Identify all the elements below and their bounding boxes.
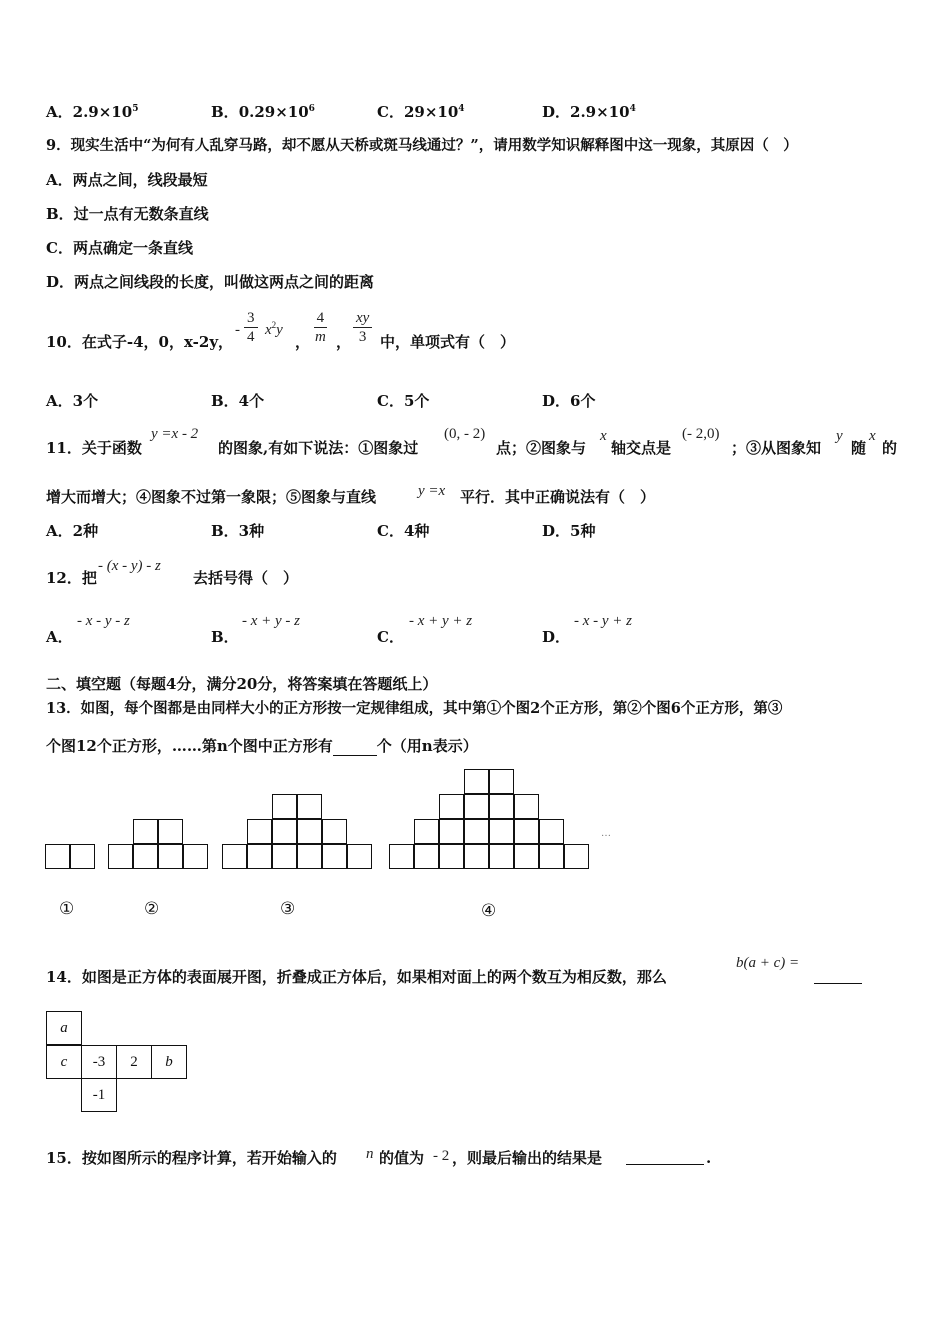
q12-option-c-expr: - x + y + z bbox=[409, 613, 473, 629]
q10-option-d: D．6个 bbox=[542, 392, 596, 410]
square bbox=[108, 844, 133, 869]
net-cell-b: b bbox=[151, 1045, 187, 1079]
q13-line-2 bbox=[46, 737, 478, 756]
square bbox=[514, 844, 539, 869]
net-cell-neg3: -3 bbox=[81, 1045, 117, 1079]
q10-expr1-frac bbox=[244, 309, 258, 346]
square bbox=[389, 844, 414, 869]
q10-expr3-frac bbox=[353, 309, 372, 346]
q11-var-y: y bbox=[836, 428, 843, 444]
q13-ellipsis: … bbox=[601, 828, 611, 839]
q8-d-value: 2.9×10 bbox=[570, 103, 630, 121]
q10-stem-post: 中，单项式有（ ） bbox=[380, 333, 516, 351]
q8-b-exp: 6 bbox=[308, 104, 315, 114]
square bbox=[489, 844, 514, 869]
q11-text-4: 轴交点是 bbox=[611, 439, 672, 457]
q10-expr1-den: 4 bbox=[247, 329, 255, 345]
q11-var-x2: x bbox=[869, 428, 876, 444]
square bbox=[464, 769, 489, 794]
q15-answer-blank bbox=[626, 1164, 704, 1165]
q11-func-2: y =x bbox=[418, 483, 446, 499]
q8-option-a bbox=[46, 103, 138, 124]
square bbox=[70, 844, 95, 869]
square bbox=[133, 819, 158, 844]
q14-answer-blank bbox=[814, 983, 862, 984]
q10-expr3-num: xy bbox=[353, 309, 372, 328]
net-cell-c: c bbox=[46, 1045, 82, 1079]
q10-expr1-x: x bbox=[265, 322, 272, 338]
square bbox=[247, 844, 272, 869]
square bbox=[133, 844, 158, 869]
square bbox=[222, 844, 247, 869]
q8-d-exp: 4 bbox=[629, 104, 636, 114]
q8-c-exp: 4 bbox=[458, 104, 465, 114]
q8-c-value: 29×10 bbox=[403, 103, 459, 121]
q10-sep2: ， bbox=[336, 333, 352, 351]
q9-option-b: B．过一点有无数条直线 bbox=[46, 205, 209, 223]
square bbox=[464, 794, 489, 819]
square bbox=[489, 769, 514, 794]
square bbox=[464, 819, 489, 844]
q13-label-2: ② bbox=[144, 899, 160, 919]
q10-expr1-exp: 2 bbox=[271, 320, 277, 330]
q15-value: - 2 bbox=[433, 1148, 450, 1164]
q10-option-a: A．3个 bbox=[46, 392, 99, 410]
q8-a-label: A． bbox=[46, 103, 73, 121]
q13-line2-a: 个图12个正方形，……第n个图中正方形有 bbox=[46, 737, 333, 755]
square bbox=[272, 819, 297, 844]
q11-text-1: 11．关于函数 bbox=[46, 439, 142, 457]
q8-b-label: B． bbox=[211, 103, 239, 121]
q9-stem: 9．现实生活中“为何有人乱穿马路，却不愿从天桥或斑马线通过？”，请用数学知识解释图中这一现象，其原因（ ） bbox=[46, 137, 798, 154]
square bbox=[297, 794, 322, 819]
square bbox=[347, 844, 372, 869]
square bbox=[158, 844, 183, 869]
q15-text-2: 的值为 bbox=[379, 1149, 425, 1167]
q11-option-c: C．4种 bbox=[377, 522, 430, 540]
square bbox=[158, 819, 183, 844]
q11-line2-a: 增大而增大；④图象不过第一象限；⑤图象与直线 bbox=[46, 488, 377, 506]
net-cell-2: 2 bbox=[116, 1045, 152, 1079]
q12-option-d-label: D． bbox=[542, 628, 571, 646]
square bbox=[514, 794, 539, 819]
q8-a-value: 2.9×10 bbox=[72, 103, 133, 121]
q8-option-b bbox=[211, 103, 315, 124]
square bbox=[183, 844, 208, 869]
q10-expr2-frac bbox=[312, 309, 329, 346]
q12-text-2: 去括号得（ ） bbox=[193, 569, 299, 587]
square bbox=[297, 819, 322, 844]
q8-a-exp: 5 bbox=[132, 104, 139, 114]
q11-text-6: 随 bbox=[851, 439, 867, 457]
q10-expr2-den: m bbox=[315, 329, 326, 345]
q8-d-label: D． bbox=[542, 103, 571, 121]
q11-text-3: 点；②图象与 bbox=[496, 439, 587, 457]
q12-expr: - (x - y) - z bbox=[98, 558, 161, 574]
q15-var-n: n bbox=[366, 1146, 374, 1162]
q10-expr1-tail bbox=[265, 321, 283, 340]
square bbox=[322, 819, 347, 844]
square bbox=[272, 794, 297, 819]
q12-option-b-expr: - x + y - z bbox=[242, 613, 301, 629]
q10-expr3-den: 3 bbox=[358, 329, 367, 345]
q10-option-c: C．5个 bbox=[377, 392, 430, 410]
square bbox=[539, 819, 564, 844]
q11-option-d: D．5种 bbox=[542, 522, 596, 540]
q15-end: . bbox=[706, 1149, 712, 1167]
q11-point-2: (- 2,0) bbox=[682, 426, 720, 442]
square bbox=[439, 844, 464, 869]
q10-option-b: B．4个 bbox=[211, 392, 265, 410]
q11-text-7: 的 bbox=[882, 439, 898, 457]
q10-stem-pre: 10．在式子-4，0，x-2y， bbox=[46, 333, 234, 351]
q11-line2-b: 平行．其中正确说法有（ ） bbox=[460, 488, 656, 506]
q11-option-b: B．3种 bbox=[211, 522, 265, 540]
q9-option-c: C．两点确定一条直线 bbox=[46, 239, 193, 257]
q11-var-x: x bbox=[600, 428, 607, 444]
square bbox=[45, 844, 70, 869]
q14-expr: b(a + c) = bbox=[736, 955, 800, 971]
q15-text-1: 15．按如图所示的程序计算，若开始输入的 bbox=[46, 1149, 337, 1167]
q11-option-a: A．2种 bbox=[46, 522, 99, 540]
q8-option-c bbox=[377, 103, 465, 124]
q13-answer-blank bbox=[333, 737, 377, 756]
square bbox=[322, 844, 347, 869]
square bbox=[414, 819, 439, 844]
q9-option-d: D．两点之间线段的长度，叫做这两点之间的距离 bbox=[46, 273, 375, 291]
net-cell-a: a bbox=[46, 1011, 82, 1045]
q13-line-1: 13．如图，每个图都是由同样大小的正方形按一定规律组成，其中第①个图2个正方形，第②个图6个正方形，第③ bbox=[46, 700, 783, 717]
q10-expr2-num: 4 bbox=[314, 309, 328, 328]
square bbox=[272, 844, 297, 869]
q11-point-1: (0, - 2) bbox=[444, 426, 486, 442]
square bbox=[297, 844, 322, 869]
square bbox=[564, 844, 589, 869]
q13-label-4: ④ bbox=[481, 901, 497, 921]
q11-text-5: ；③从图象知 bbox=[731, 439, 822, 457]
q10-expr1-num: 3 bbox=[244, 309, 258, 328]
q10-expr1-sign: - bbox=[235, 322, 240, 338]
q15-text-3: ，则最后输出的结果是 bbox=[452, 1149, 603, 1167]
square bbox=[464, 844, 489, 869]
square bbox=[514, 819, 539, 844]
q12-option-a-label: A． bbox=[46, 628, 73, 646]
q8-c-label: C． bbox=[377, 103, 404, 121]
q8-option-d bbox=[542, 103, 636, 124]
square bbox=[439, 819, 464, 844]
q11-text-2: 的图象,有如下说法：①图象过 bbox=[218, 439, 419, 457]
q12-option-c-label: C． bbox=[377, 628, 404, 646]
square bbox=[247, 819, 272, 844]
q12-text-1: 12．把 bbox=[46, 569, 97, 587]
q8-b-value: 0.29×10 bbox=[238, 103, 309, 121]
q12-option-b-label: B． bbox=[211, 628, 239, 646]
square bbox=[414, 844, 439, 869]
net-cell-neg1: -1 bbox=[81, 1078, 117, 1112]
q10-sep1: ， bbox=[295, 333, 311, 351]
q12-option-d-expr: - x - y + z bbox=[574, 613, 633, 629]
q12-option-a-expr: - x - y - z bbox=[77, 613, 130, 629]
q14-stem: 14．如图是正方体的表面展开图，折叠成正方体后，如果相对面上的两个数互为相反数，那么 bbox=[46, 968, 667, 986]
q11-func: y =x - 2 bbox=[151, 426, 199, 442]
q13-line2-b: 个（用n表示） bbox=[376, 737, 478, 755]
q9-option-a: A．两点之间，线段最短 bbox=[46, 171, 208, 189]
square bbox=[439, 794, 464, 819]
square bbox=[489, 794, 514, 819]
q10-expr1-y: y bbox=[276, 322, 283, 338]
square bbox=[539, 844, 564, 869]
q13-label-3: ③ bbox=[280, 899, 296, 919]
q13-label-1: ① bbox=[59, 899, 75, 919]
section-2-heading: 二、填空题（每题4分，满分20分，将答案填在答题纸上） bbox=[46, 675, 438, 693]
square bbox=[489, 819, 514, 844]
